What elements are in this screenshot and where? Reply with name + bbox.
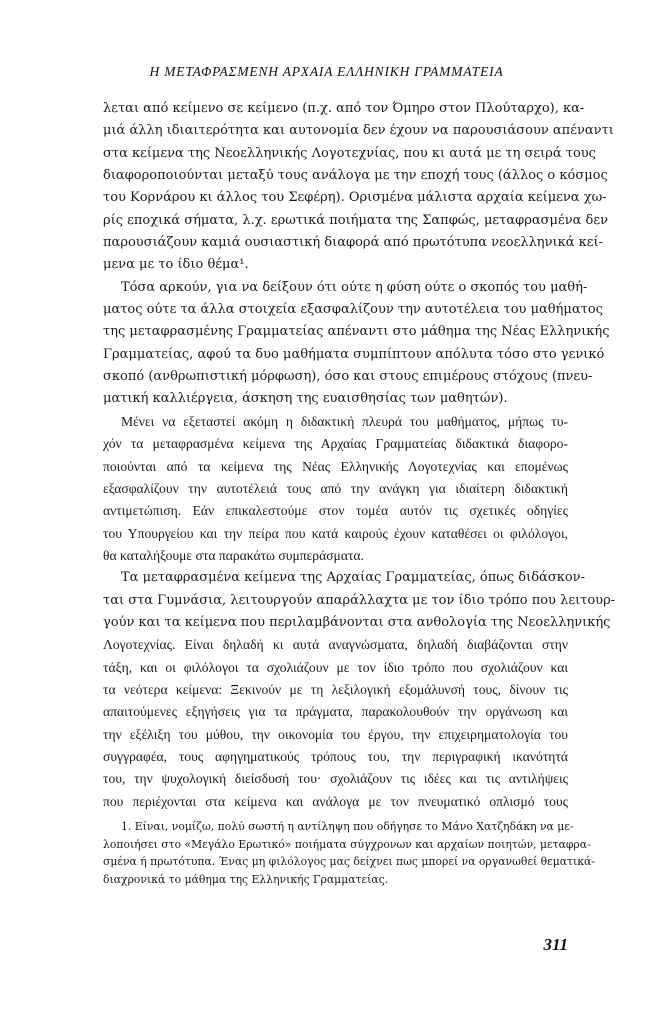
text-line: τα νεότερα κείμενα: Ξεκινούν με τη λεξιλογική εξομάλυνσή τους, δίνουν τις (103, 681, 568, 697)
text-line: ρίς εποχικά σήματα, λ.χ. ερωτικά ποιήματα της Σαπφώς, μεταφρασμένα δεν (103, 212, 608, 228)
footnote-line: σμένα ή πρωτότυπα. Ένας μη φιλόλογος μας δείχνει πως μπορεί να οργανωθεί θεματικά- (103, 855, 595, 868)
text-line: της μεταφρασμένης Γραμματείας απέναντι στο μάθημα της Νέας Ελληνικής (103, 324, 610, 340)
text-line: ποιούνται από τα κείμενα της Νέας Ελληνικής Λογοτεχνίας και επομένως (103, 458, 568, 474)
text-line: Γραμματείας, αφού τα δυο μαθήματα συμπίπτουν απόλυτα τόσο στο γενικό (103, 346, 605, 362)
running-head: Η ΜΕΤΑΦΡΑΣΜΕΝΗ ΑΡΧΑΙΑ ΕΛΛΗΝΙΚΗ ΓΡΑΜΜΑΤΕΙΑ (149, 64, 504, 79)
footnote-line: 1. Είναι, νομίζω, πολύ σωστή η αντίληψη που οδήγησε το Μάνο Χατζηδάκη να με- (121, 820, 574, 833)
text-line: χόν τα μεταφρασμένα κείμενα της Αρχαίας Γραμματείας διδακτικά διαφορο- (103, 436, 568, 452)
text-line: που περιέχονται στα κείμενα και ανάλογα με τον πνευματικό οπλισμό τους (103, 793, 568, 809)
text-line: του Υπουργείου και την πείρα που κατά καιρούς έχουν καταθέσει οι φιλόλογοι, (103, 525, 568, 541)
text-line: σκοπό (ανθρωπιστική μόρφωση), όσο και στους επιμέρους στόχους (πνευ- (103, 369, 593, 385)
footnote (103, 818, 595, 888)
body-text (103, 98, 616, 813)
text-line: την εξέλιξη του μύθου, την οικονομία του έργου, την επιχειρηματολογία του (103, 726, 568, 742)
text-line: Τα μεταφρασμένα κείμενα της Αρχαίας Γραμματείας, όπως διδάσκον- (121, 570, 585, 586)
text-line: θα καταλήξουμε στα παρακάτω συμπεράσματα. (103, 547, 364, 563)
footnote-line: λοποιήσει στο «Μεγάλο Ερωτικό» ποιήματα σύγχρονων και αρχαίων ποιητών, μεταφρα- (103, 837, 591, 851)
text-line: του, την ψυχολογική διείσδυσή του· σχολιάζουν τις ιδέες και τις αντιλήψεις (103, 771, 568, 787)
text-line: λεται από κείμενο σε κείμενο (π.χ. από τον Όμηρο στον Πλούταρχο), κα- (103, 101, 585, 116)
text-line: απαιτούμενες εξηγήσεις για τα πράγματα, παρακολουθούν την οργάνωση και (103, 704, 568, 720)
text-line: ται στα Γυμνάσια, λειτουργούν απαράλλαχτα με τον ίδιο τρόπο που λειτουρ- (103, 592, 616, 608)
text-line: παρουσιάζουν καμιά ουσιαστική διαφορά από πρωτότυπα νεοελληνικά κεί- (103, 235, 603, 251)
text-line: συγγραφέα, τους αφηγηματικούς τρόπους του, την περιγραφική ικανότητά (103, 748, 568, 764)
text-line: του Κορνάρου κι άλλος του Σεφέρη). Ορισμένα μάλιστα αρχαία κείμενα χω- (103, 190, 607, 206)
page-number: 311 (543, 935, 568, 954)
text-line: Μένει να εξεταστεί ακόμη η διδακτική πλευρά του μαθήματος, μήπως τυ- (121, 413, 568, 429)
text-line: μενα με το ίδιο θέμα¹. (103, 257, 249, 273)
text-line: αντιμετώπιση. Εάν επικαλεστούμε στον τομέα αυτόν τις σχετικές οδηγίες (103, 503, 568, 519)
footnote-line: διαχρονικά το μάθημα της Ελληνικής Γραμματείας. (103, 872, 389, 886)
text-line: τάξη, και οι φιλόλογοι τα σχολιάζουν με τον ίδιο τρόπο που σχολιάζουν και (103, 659, 568, 675)
text-line: εξασφαλίζουν την αυτοτέλειά τους από την ανάγκη για ιδιαίτερη διδακτική (103, 480, 568, 496)
text-line: Τόσα αρκούν, για να δείξουν ότι ούτε η φύση ούτε ο σκοπός του μαθή- (121, 279, 588, 295)
text-line: διαφοροποιούνται μεταξύ τους ανάλογα με την εποχή τους (άλλος ο κόσμος (103, 168, 608, 184)
text-line: στα κείμενα της Νεοελληνικής Λογοτεχνίας, που κι αυτά με τη σειρά τους (103, 145, 596, 161)
text-line: γούν και τα κείμενα που περιλαμβάνονται στα ανθολογία της Νεοελληνικής (103, 614, 611, 630)
text-line: Λογοτεχνίας. Είναι δηλαδή κι αυτά αναγνώσματα, δηλαδή διαβάζονται στην (103, 637, 568, 653)
text-line: ματος ούτε τα άλλα στοιχεία εξασφαλίζουν την αυτοτέλεια του μαθήματος (103, 302, 603, 318)
text-line: μιά άλλη ιδιαιτερότητα και αυτονομία δεν έχουν να παρουσιάσουν απέναντι (103, 123, 614, 139)
text-line: ματική καλλιέργεια, άσκηση της ευαισθησίας των μαθητών). (103, 391, 508, 407)
